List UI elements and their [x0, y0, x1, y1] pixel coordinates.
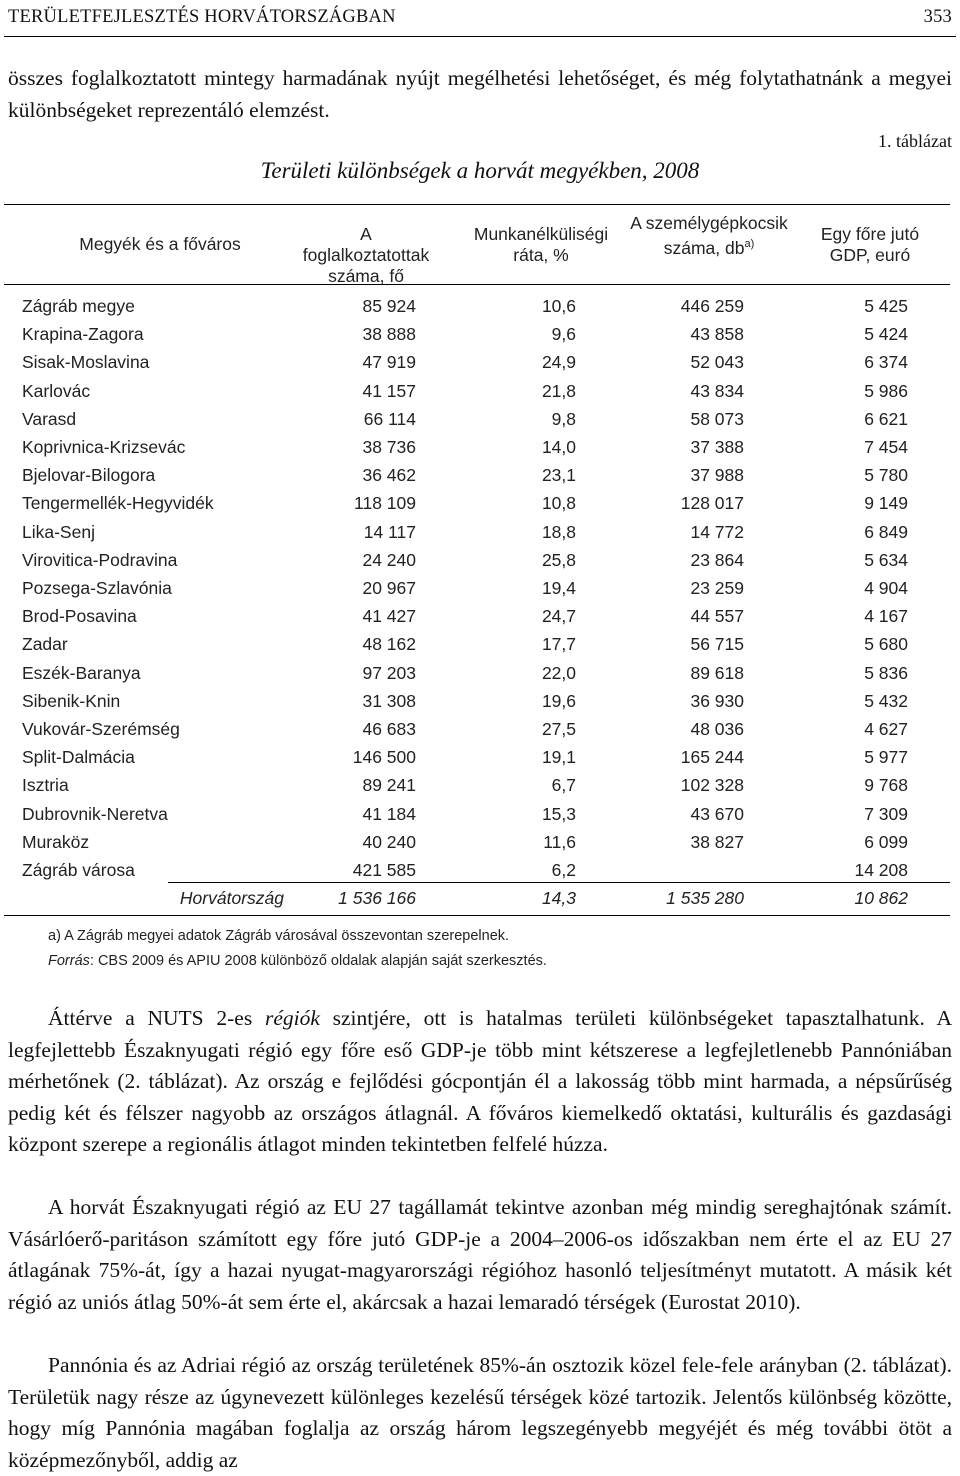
- table-row: [0, 546, 960, 574]
- source-text: : CBS 2009 és APIU 2008 különböző oldalak alapján saját szerkesztés.: [89, 953, 547, 969]
- page-number: 353: [923, 6, 952, 27]
- county-name: Varasd: [22, 408, 77, 429]
- intro-paragraph: összes foglalkoztatott mintegy harmadának nyújt megélhetési lehetőséget, és még folytathatnánk a megyei különbségeket reprezentáló elemzést.: [8, 66, 952, 122]
- employed-count: 89 241: [362, 775, 416, 796]
- unemployment-rate: 11,6: [543, 831, 576, 852]
- table-row: [0, 489, 960, 517]
- header-cars-label: A személygépkocsik száma, db: [630, 213, 788, 258]
- gdp-per-capita: 6 374: [864, 352, 908, 373]
- table-row: [0, 292, 960, 320]
- gdp-per-capita: 4 167: [864, 606, 908, 627]
- county-name: Zadar: [22, 634, 68, 655]
- total-gdp: 10 862: [854, 888, 908, 908]
- employed-count: 146 500: [352, 747, 416, 768]
- table-number: 1. táblázat: [878, 131, 952, 151]
- car-count: 165 244: [680, 747, 744, 768]
- table-row: [0, 377, 960, 405]
- employed-count: 41 184: [362, 803, 416, 824]
- county-name: Vukovár-Szerémség: [22, 719, 180, 739]
- employed-count: 118 109: [354, 493, 416, 514]
- table-row: [0, 574, 960, 602]
- car-count: 43 858: [690, 324, 744, 345]
- total-employed: 1 536 166: [338, 888, 416, 908]
- table-row: [0, 659, 960, 687]
- employed-count: 66 114: [363, 408, 416, 429]
- county-name: Tengermellék-Hegyvidék: [22, 493, 214, 514]
- county-name: Krapina-Zagora: [22, 324, 144, 345]
- body-paragraph-3: Pannónia és az Adriai régió az ország területének 85%-án osztozik közel fele-fele arányban (2. táblázat). Területük nagy része az úgynevezett különleges kezelésű térségek közé tartozik. Jelentős különbség közötte, hogy míg Pannónia magában foglalja az ország három legszegényebb megyéjét és még további ötöt a középmezőnyből, addig az: [8, 1353, 952, 1472]
- gdp-per-capita: 5 680: [864, 634, 908, 655]
- gdp-per-capita: 14 208: [854, 860, 908, 880]
- county-name: Isztria: [22, 775, 69, 796]
- employed-count: 46 683: [362, 719, 416, 739]
- total-unemployment: 14,3: [541, 888, 576, 908]
- unemployment-rate: 15,3: [541, 803, 576, 824]
- car-count: 56 715: [690, 634, 744, 655]
- employed-count: 38 736: [362, 437, 416, 457]
- county-name: Zágráb városa: [22, 860, 135, 880]
- county-name: Zágráb megye: [22, 296, 135, 316]
- car-count: 446 259: [680, 296, 744, 316]
- county-name: Sisak-Moslavina: [22, 352, 150, 373]
- gdp-per-capita: 5 432: [864, 690, 908, 711]
- gdp-per-capita: 6 621: [864, 408, 908, 429]
- unemployment-rate: 17,7: [541, 634, 576, 655]
- employed-count: 421 585: [352, 860, 416, 880]
- header-county: Megyék és a főváros: [79, 234, 241, 254]
- gdp-per-capita: 9 149: [864, 493, 908, 514]
- p1-after: szintjére, ott is hatalmas területi különbségeket tapasztalhatunk. A legfejlettebb Északnyugati régió egy főre eső GDP-je több mint kétszerese a legfejletlenebb Pannóniában mérhetőnek (2. táblázat). Az ország e fejlődési gócpontján él a lakosság több mint harmada, a népsűrűség pedig két és félszer nagyobb az országos átlagnál. A főváros kiemelkedő oktatási, kulturális és gazdasági központ szerepe a regionális átlagot minden tekintetben felfelé húzza.: [8, 1006, 952, 1156]
- table-title: Területi különbségek a horvát megyékben, 2008: [260, 158, 700, 183]
- running-head: [8, 2, 952, 32]
- table-top-rule: [4, 204, 950, 205]
- unemployment-rate: 19,1: [541, 747, 576, 768]
- unemployment-rate: 6,7: [551, 775, 576, 796]
- employed-count: 41 157: [362, 380, 416, 401]
- table-row: [0, 602, 960, 630]
- running-head-title: TERÜLETFEJLESZTÉS HORVÁTORSZÁGBAN: [8, 6, 396, 27]
- source-label: Forrás: [48, 953, 90, 969]
- unemployment-rate: 21,8: [541, 380, 576, 401]
- unemployment-rate: 10,8: [541, 493, 576, 514]
- total-cars: 1 535 280: [666, 888, 744, 908]
- table-header-rule: [4, 284, 950, 285]
- header-cars: [624, 213, 794, 259]
- unemployment-rate: 19,4: [541, 578, 576, 598]
- unemployment-rate: 22,0: [541, 662, 576, 683]
- car-count: 37 988: [690, 465, 744, 486]
- employed-count: 38 888: [362, 324, 416, 345]
- table-row: [0, 518, 960, 546]
- unemployment-rate: 10,6: [541, 296, 576, 316]
- unemployment-rate: 23,1: [541, 465, 576, 486]
- county-name: Sibenik-Knin: [22, 690, 121, 711]
- table-row: [0, 348, 960, 376]
- unemployment-rate: 24,7: [541, 606, 576, 627]
- employed-count: 24 240: [362, 549, 416, 570]
- car-count: 52 043: [690, 352, 744, 373]
- county-name: Dubrovnik-Neretva: [22, 803, 168, 824]
- gdp-per-capita: 5 836: [864, 662, 908, 683]
- table-row: [0, 405, 960, 433]
- gdp-per-capita: 9 768: [864, 775, 908, 796]
- county-name: Bjelovar-Bilogora: [22, 465, 156, 486]
- car-count: 38 827: [690, 831, 744, 852]
- table-total-rule: [168, 882, 950, 883]
- table-row: [0, 433, 960, 461]
- unemployment-rate: 25,8: [541, 549, 576, 570]
- gdp-per-capita: 5 986: [864, 380, 908, 401]
- header-gdp: Egy főre jutó GDP, euró: [820, 224, 920, 265]
- car-count: 44 557: [690, 606, 744, 627]
- table-row: [0, 320, 960, 348]
- county-name: Split-Dalmácia: [22, 747, 135, 768]
- gdp-per-capita: 6 099: [864, 831, 908, 852]
- table-row: [0, 743, 960, 771]
- gdp-per-capita: 5 424: [864, 324, 908, 345]
- footnote-marker: a): [744, 238, 755, 250]
- header-employed: A foglalkoztatottak száma, fő: [302, 224, 430, 286]
- gdp-per-capita: 5 425: [864, 296, 908, 316]
- employed-count: 97 203: [362, 662, 416, 683]
- car-count: 23 259: [690, 578, 744, 598]
- table-row: [0, 828, 960, 856]
- unemployment-rate: 27,5: [541, 719, 576, 739]
- car-count: 14 772: [690, 521, 744, 542]
- county-name: Karlovác: [22, 380, 91, 401]
- employed-count: 31 308: [362, 690, 416, 711]
- car-count: 128 017: [680, 493, 744, 514]
- employed-count: 40 240: [362, 831, 416, 852]
- body-paragraph-2: A horvát Északnyugati régió az EU 27 tagállamát tekintve azonban még mindig sereghajtónak számít. Vásárlóerő-paritáson számított egy főre jutó GDP-je a 2004–2006-os időszakban nem érte el az EU 27 átlagának 75%-át, így a hazai nyugat-magyarországi régióhoz hasonló teljesítményt mutatott. A másik két régió az uniós átlag 50%-át sem érte el, akárcsak a hazai lemaradó térségek (Eurostat 2010).: [8, 1195, 952, 1314]
- gdp-per-capita: 7 454: [864, 437, 908, 457]
- p1-before: Áttérve a NUTS 2-es: [48, 1006, 265, 1030]
- county-name: Koprivnica-Krizsevác: [22, 437, 186, 457]
- employed-count: 85 924: [362, 296, 416, 316]
- employed-count: 41 427: [362, 606, 416, 627]
- car-count: 48 036: [690, 719, 744, 739]
- car-count: 23 864: [690, 549, 744, 570]
- table-row: [0, 687, 960, 715]
- table-bottom-rule: [4, 915, 950, 916]
- unemployment-rate: 19,6: [541, 690, 576, 711]
- gdp-per-capita: 4 904: [864, 578, 908, 598]
- car-count: 43 670: [690, 803, 744, 824]
- body-paragraph-1: [8, 1003, 952, 1161]
- gdp-per-capita: 7 309: [864, 803, 908, 824]
- car-count: 89 618: [690, 662, 744, 683]
- unemployment-rate: 9,8: [551, 408, 576, 429]
- total-label: Horvátország: [179, 888, 284, 908]
- employed-count: 36 462: [362, 465, 416, 486]
- car-count: 102 328: [680, 775, 744, 796]
- county-name: Pozsega-Szlavónia: [22, 578, 172, 598]
- car-count: 37 388: [690, 437, 744, 457]
- gdp-per-capita: 5 977: [864, 747, 908, 768]
- county-name: Muraköz: [22, 831, 90, 852]
- employed-count: 48 162: [362, 634, 416, 655]
- unemployment-rate: 18,8: [541, 521, 576, 542]
- source-note: [48, 953, 547, 969]
- table-row: [0, 856, 960, 884]
- table-row: [0, 630, 960, 658]
- header-unemployment: Munkanélküliségi ráta, %: [473, 224, 609, 265]
- table-row: [0, 771, 960, 799]
- car-count: 58 073: [690, 408, 744, 429]
- header-rule: [4, 36, 956, 37]
- p1-italic: régiók: [264, 1006, 320, 1030]
- unemployment-rate: 9,6: [551, 324, 576, 345]
- unemployment-rate: 6,2: [551, 860, 576, 880]
- county-name: Brod-Posavina: [22, 606, 137, 627]
- unemployment-rate: 24,9: [541, 352, 576, 373]
- table-total-row: [0, 884, 960, 912]
- employed-count: 14 117: [363, 521, 416, 542]
- table-row: [0, 461, 960, 489]
- employed-count: 20 967: [362, 578, 416, 598]
- gdp-per-capita: 6 849: [864, 521, 908, 542]
- gdp-per-capita: 4 627: [864, 719, 908, 739]
- employed-count: 47 919: [362, 352, 416, 373]
- county-name: Virovitica-Podravina: [22, 549, 178, 570]
- gdp-per-capita: 5 780: [864, 465, 908, 486]
- county-name: Eszék-Baranya: [22, 662, 141, 683]
- county-name: Lika-Senj: [22, 521, 95, 542]
- car-count: 43 834: [690, 380, 744, 401]
- footnote-a: a) A Zágráb megyei adatok Zágráb városával összevontan szerepelnek.: [48, 928, 510, 944]
- table-row: [0, 800, 960, 828]
- table-row: [0, 715, 960, 743]
- car-count: 36 930: [690, 690, 744, 711]
- unemployment-rate: 14,0: [541, 437, 576, 457]
- gdp-per-capita: 5 634: [864, 549, 908, 570]
